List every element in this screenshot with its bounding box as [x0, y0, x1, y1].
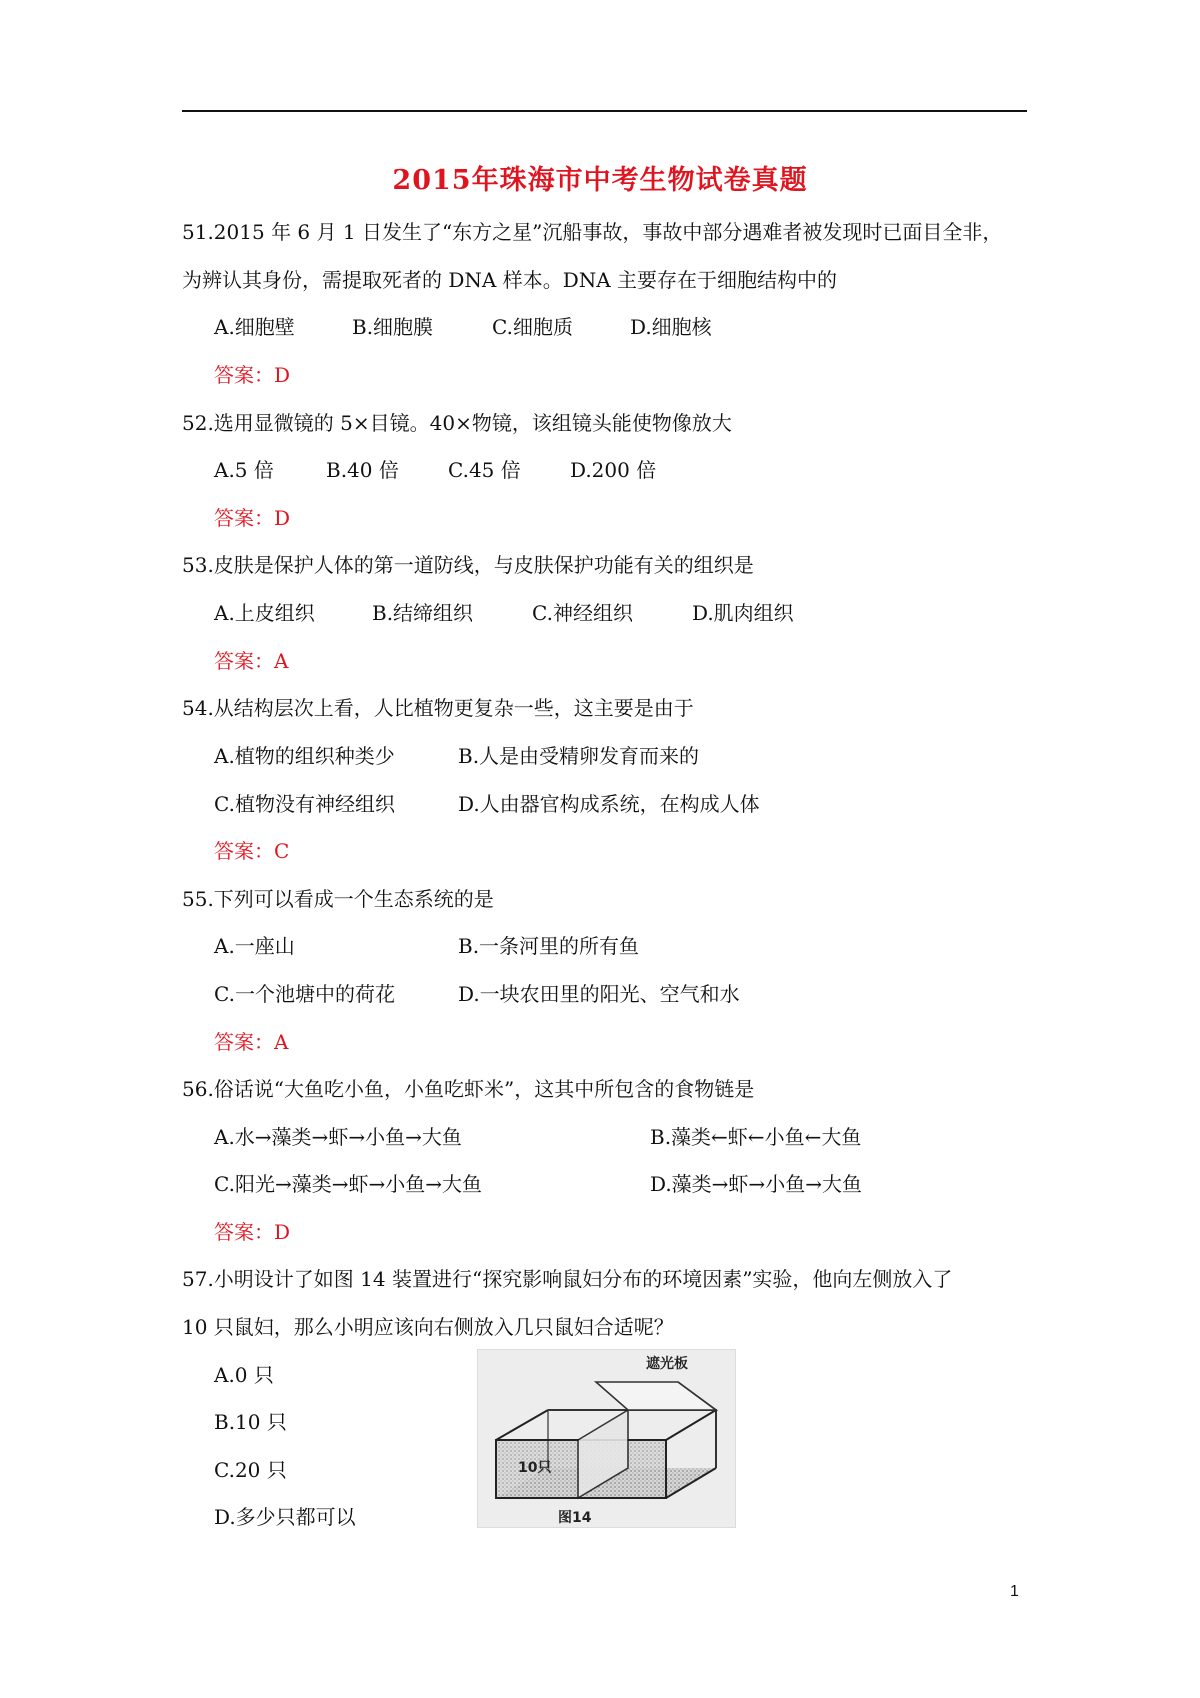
question-51-answer: 答案：D [214, 363, 291, 387]
question-52-option-d: D.200 倍 [570, 458, 657, 482]
question-57-stem-line-2: 10 只鼠妇，那么小明应该向右侧放入几只鼠妇合适呢？ [182, 1315, 674, 1339]
question-55-option-c: C.一个池塘中的荷花 [214, 982, 395, 1006]
question-51-option-c: C.细胞质 [492, 315, 573, 339]
question-56-option-d: D.藻类→虾→小鱼→大鱼 [650, 1172, 862, 1196]
question-53-option-c: C.神经组织 [532, 601, 633, 625]
question-51-stem-line-2: 为辨认其身份，需提取死者的 DNA 样本。DNA 主要存在于细胞结构中的 [182, 268, 838, 292]
question-56-stem: 56.俗话说“大鱼吃小鱼，小鱼吃虾米”，这其中所包含的食物链是 [182, 1077, 755, 1101]
question-57-option-c: C.20 只 [214, 1458, 287, 1482]
question-57-stem-line-1: 57.小明设计了如图 14 装置进行“探究影响鼠妇分布的环境因素”实验，他向左侧放入了 [182, 1267, 953, 1291]
question-51-stem-line-1: 51.2015 年 6 月 1 日发生了“东方之星”沉船事故，事故中部分遇难者被发现时已面目全非， [182, 220, 1003, 244]
box-top-left-edge [496, 1410, 548, 1440]
page-number: 1 [1010, 1583, 1019, 1600]
question-51-option-b: B.细胞膜 [352, 315, 434, 339]
question-56-option-b: B.藻类←虾←小鱼←大鱼 [650, 1125, 862, 1149]
header-rule [182, 110, 1027, 112]
question-52-answer: 答案：D [214, 506, 291, 530]
question-56-option-c: C.阳光→藻类→虾→小鱼→大鱼 [214, 1172, 482, 1196]
question-53-answer: 答案：A [214, 649, 289, 673]
question-54-answer: 答案：C [214, 839, 290, 863]
question-57-option-a: A.0 只 [214, 1363, 274, 1387]
question-52-stem: 52.选用显微镜的 5×目镜。40×物镜，该组镜头能使物像放大 [182, 411, 732, 435]
question-54-stem: 54.从结构层次上看，人比植物更复杂一些，这主要是由于 [182, 696, 694, 720]
page-title: 2015年珠海市中考生物试卷真题 [392, 165, 808, 196]
shading-board-label: 遮光板 [646, 1356, 688, 1372]
question-54-option-d: D.人由器官构成系统，在构成人体 [458, 792, 760, 816]
figure-14-box-diagram [477, 1349, 736, 1528]
question-57-option-b: B.10 只 [214, 1410, 287, 1434]
question-56-option-a: A.水→藻类→虾→小鱼→大鱼 [214, 1125, 462, 1149]
question-55-option-a: A.一座山 [214, 934, 295, 958]
question-55-option-d: D.一块农田里的阳光、空气和水 [458, 982, 740, 1006]
question-57-option-d: D.多少只都可以 [214, 1505, 356, 1529]
question-52-option-b: B.40 倍 [326, 458, 399, 482]
question-55-option-b: B.一条河里的所有鱼 [458, 934, 640, 958]
question-53-option-a: A.上皮组织 [214, 601, 315, 625]
question-56-answer: 答案：D [214, 1220, 291, 1244]
box-top-right-edge [666, 1410, 716, 1440]
box-diagram-svg [478, 1350, 735, 1527]
question-52-option-a: A.5 倍 [214, 458, 274, 482]
question-53-option-d: D.肌肉组织 [692, 601, 794, 625]
question-53-option-b: B.结缔组织 [372, 601, 474, 625]
left-count-label: 10只 [518, 1460, 552, 1476]
question-54-option-a: A.植物的组织种类少 [214, 744, 395, 768]
question-54-option-c: C.植物没有神经组织 [214, 792, 395, 816]
question-51-option-a: A.细胞壁 [214, 315, 295, 339]
question-51-option-d: D.细胞核 [630, 315, 712, 339]
figure-caption: 图14 [558, 1510, 592, 1526]
question-54-option-b: B.人是由受精卵发育而来的 [458, 744, 700, 768]
question-55-answer: 答案：A [214, 1030, 289, 1054]
question-55-stem: 55.下列可以看成一个生态系统的是 [182, 887, 494, 911]
question-52-option-c: C.45 倍 [448, 458, 521, 482]
question-53-stem: 53.皮肤是保护人体的第一道防线，与皮肤保护功能有关的组织是 [182, 553, 754, 577]
